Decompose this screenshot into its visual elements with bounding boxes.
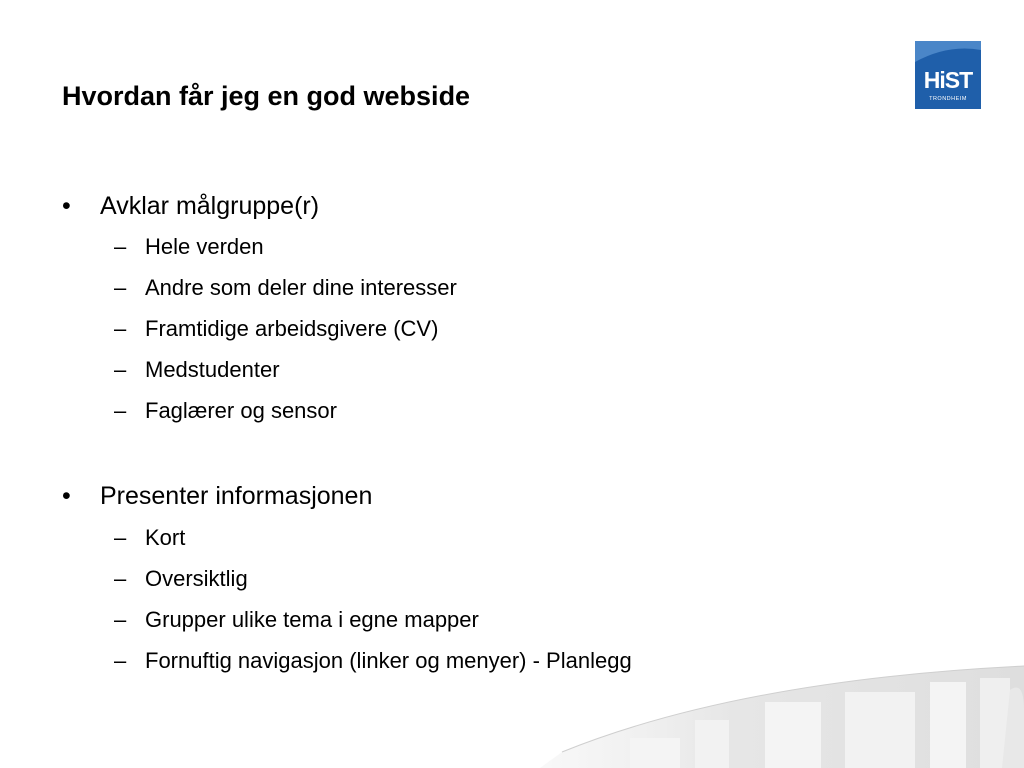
- logo-text: HiST: [923, 67, 973, 93]
- sub-bullet-item: [114, 357, 280, 382]
- sub-bullet-item: [114, 607, 479, 632]
- watermark-shape: [540, 660, 1024, 768]
- sub-bullet-item: [114, 398, 337, 423]
- bullet-item: [62, 192, 320, 220]
- sub-bullet-text: Hele verden: [145, 234, 264, 259]
- sub-bullet-marker: –: [114, 357, 127, 382]
- sub-bullet-text: Oversiktlig: [145, 566, 248, 591]
- sub-bullet-marker: –: [114, 525, 127, 550]
- sub-bullet-text: Fornuftig navigasjon (linker og menyer) - Planlegg: [145, 648, 632, 673]
- sub-bullet-marker: –: [114, 234, 127, 259]
- sub-bullet-item: [114, 316, 439, 341]
- slide-title: Hvordan får jeg en god webside: [62, 81, 471, 111]
- sub-bullet-marker: –: [114, 316, 127, 341]
- bullet-marker: •: [62, 482, 71, 510]
- sub-bullet-text: Kort: [145, 525, 186, 550]
- sub-bullet-marker: –: [114, 398, 127, 423]
- bullet-text: Avklar målgruppe(r): [100, 192, 320, 220]
- sub-bullet-text: Faglærer og sensor: [145, 398, 337, 423]
- sub-bullet-item: [114, 566, 248, 591]
- sub-bullet-text: Andre som deler dine interesser: [145, 275, 457, 300]
- background-watermark: [540, 660, 1024, 768]
- sub-bullet-text: Framtidige arbeidsgivere (CV): [145, 316, 439, 341]
- sub-bullet-marker: –: [114, 566, 127, 591]
- sub-bullet-item: [114, 275, 457, 300]
- sub-bullet-item: [114, 525, 186, 550]
- bullet-marker: •: [62, 192, 71, 220]
- sub-bullet-marker: –: [114, 607, 127, 632]
- bullet-text: Presenter informasjonen: [100, 482, 373, 510]
- sub-bullet-item: [114, 234, 264, 259]
- sub-bullet-text: Medstudenter: [145, 357, 280, 382]
- sub-bullet-marker: –: [114, 275, 127, 300]
- logo-subtext: TRONDHEIM: [929, 96, 967, 102]
- bullet-item: [62, 482, 373, 510]
- sub-bullet-marker: –: [114, 648, 127, 673]
- sub-bullet-text: Grupper ulike tema i egne mapper: [145, 607, 479, 632]
